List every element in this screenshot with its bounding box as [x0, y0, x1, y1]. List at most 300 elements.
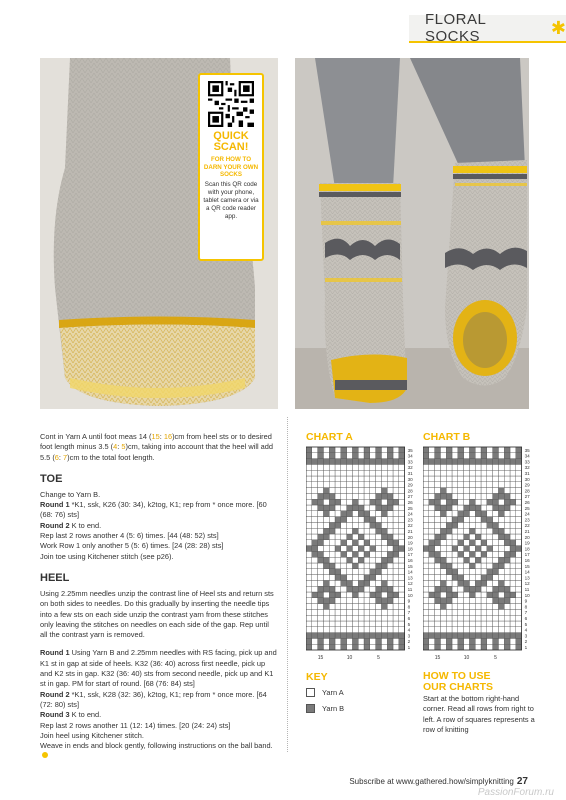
key-title: KEY: [306, 671, 328, 683]
chart-cell: [329, 540, 335, 546]
column-number-label: 10: [346, 655, 353, 661]
chart-cell: [487, 615, 493, 621]
chart-cell: [469, 586, 475, 592]
chart-cell: [481, 505, 487, 511]
chart-cell: [510, 447, 516, 453]
chart-cell: [464, 546, 470, 552]
row-number-label: 31: [407, 471, 413, 476]
chart-cell: [323, 482, 329, 488]
chart-cell: [498, 528, 504, 534]
chart-cell: [504, 569, 510, 575]
chart-cell: [381, 517, 387, 523]
chart-cell: [358, 459, 364, 465]
row-number-label: 28: [524, 488, 530, 494]
chart-cell: [306, 580, 312, 586]
chart-cell: [306, 621, 312, 627]
chart-cell: [435, 644, 441, 650]
chart-cell: [393, 511, 399, 517]
chart-cell: [341, 476, 347, 482]
row-number-label: 13: [524, 575, 530, 581]
chart-cell: [370, 621, 376, 627]
chart-cell: [452, 488, 458, 494]
chart-cell: [475, 482, 481, 488]
chart-cell: [364, 499, 370, 505]
chart-cell: [510, 644, 516, 650]
chart-cell: [381, 493, 387, 499]
row-number-label: 14: [407, 569, 413, 575]
chart-cell: [387, 615, 393, 621]
chart-cell: [487, 621, 493, 627]
chart-cell: [358, 546, 364, 552]
chart-cell: [516, 522, 522, 528]
chart-cell: [393, 615, 399, 621]
chart-cell: [516, 517, 522, 523]
chart-cell: [370, 540, 376, 546]
chart-cell: [306, 464, 312, 470]
chart-cell: [376, 470, 382, 476]
chart-cell: [487, 534, 493, 540]
chart-cell: [312, 627, 318, 633]
chart-cell: [381, 551, 387, 557]
chart-cell: [510, 464, 516, 470]
chart-cell: [364, 592, 370, 598]
chart-cell: [464, 557, 470, 563]
chart-cell: [429, 459, 435, 465]
chart-cell: [335, 546, 341, 552]
chart-cell: [498, 592, 504, 598]
chart-cell: [352, 644, 358, 650]
chart-cell: [358, 453, 364, 459]
row-number-label: 22: [524, 523, 530, 529]
chart-cell: [469, 493, 475, 499]
chart-a-title: CHART A: [306, 431, 353, 443]
chart-cell: [370, 517, 376, 523]
chart-cell: [423, 569, 429, 575]
chart-cell: [393, 604, 399, 610]
chart-cell: [435, 592, 441, 598]
chart-cell: [440, 586, 446, 592]
chart-cell: [464, 522, 470, 528]
row-number-label: 3: [407, 633, 411, 639]
chart-cell: [493, 517, 499, 523]
chart-cell: [323, 464, 329, 470]
chart-cell: [323, 627, 329, 633]
chart-cell: [423, 476, 429, 482]
chart-cell: [510, 575, 516, 581]
chart-cell: [452, 609, 458, 615]
chart-cell: [318, 470, 324, 476]
column-number-label: 5: [494, 655, 497, 661]
chart-cell: [347, 638, 353, 644]
chart-cell: [352, 488, 358, 494]
chart-cell: [469, 580, 475, 586]
chart-cell: [510, 476, 516, 482]
chart-cell: [306, 540, 312, 546]
chart-cell: [487, 459, 493, 465]
chart-cell: [440, 551, 446, 557]
qr-callout: [198, 73, 264, 261]
row-number-label: 8: [524, 604, 528, 610]
chart-cell: [364, 604, 370, 610]
chart-cell: [393, 447, 399, 453]
chart-cell: [393, 546, 399, 552]
chart-cell: [423, 557, 429, 563]
chart-cell: [335, 563, 341, 569]
chart-cell: [347, 609, 353, 615]
chart-cell: [446, 459, 452, 465]
chart-cell: [510, 493, 516, 499]
chart-cell: [364, 580, 370, 586]
chart-cell: [364, 569, 370, 575]
chart-cell: [364, 464, 370, 470]
chart-cell: [352, 604, 358, 610]
chart-cell: [364, 615, 370, 621]
chart-cell: [429, 569, 435, 575]
chart-cell: [498, 459, 504, 465]
chart-cell: [364, 621, 370, 627]
chart-cell: [469, 453, 475, 459]
chart-cell: [510, 459, 516, 465]
chart-cell: [312, 499, 318, 505]
chart-cell: [475, 499, 481, 505]
chart-cell: [423, 604, 429, 610]
how-to-title: HOW TO USE OUR CHARTS: [423, 670, 493, 693]
chart-cell: [335, 470, 341, 476]
chart-cell: [358, 482, 364, 488]
chart-cell: [387, 627, 393, 633]
chart-cell: [318, 540, 324, 546]
qr-code-icon[interactable]: [208, 81, 254, 127]
chart-cell: [458, 505, 464, 511]
chart-cell: [312, 633, 318, 639]
chart-cell: [504, 517, 510, 523]
chart-cell: [335, 557, 341, 563]
chart-cell: [498, 615, 504, 621]
chart-cell: [364, 586, 370, 592]
chart-cell: [504, 505, 510, 511]
chart-cell: [487, 453, 493, 459]
chart-cell: [481, 563, 487, 569]
section-title: FLORAL SOCKS: [425, 11, 486, 45]
chart-cell: [481, 557, 487, 563]
chart-cell: [306, 569, 312, 575]
chart-cell: [376, 586, 382, 592]
chart-cell: [341, 598, 347, 604]
chart-cell: [504, 511, 510, 517]
chart-cell: [429, 563, 435, 569]
chart-cell: [446, 563, 452, 569]
chart-cell: [475, 563, 481, 569]
chart-cell: [504, 592, 510, 598]
chart-cell: [458, 638, 464, 644]
chart-cell: [376, 633, 382, 639]
chart-cell: [341, 482, 347, 488]
chart-cell: [498, 551, 504, 557]
chart-cell: [516, 563, 522, 569]
chart-cell: [387, 493, 393, 499]
chart-cell: [446, 575, 452, 581]
chart-cell: [446, 569, 452, 575]
chart-cell: [458, 464, 464, 470]
chart-cell: [475, 447, 481, 453]
chart-cell: [429, 627, 435, 633]
chart-cell: [435, 482, 441, 488]
chart-cell: [312, 534, 318, 540]
chart-cell: [376, 604, 382, 610]
chart-cell: [423, 464, 429, 470]
chart-cell: [323, 517, 329, 523]
chart-cell: [435, 551, 441, 557]
chart-cell: [504, 557, 510, 563]
chart-cell: [399, 638, 405, 644]
chart-cell: [498, 470, 504, 476]
chart-cell: [435, 453, 441, 459]
chart-cell: [352, 464, 358, 470]
chart-cell: [475, 505, 481, 511]
chart-cell: [318, 493, 324, 499]
chart-cell: [323, 459, 329, 465]
chart-cell: [458, 470, 464, 476]
chart-cell: [329, 598, 335, 604]
chart-cell: [493, 534, 499, 540]
chart-cell: [312, 580, 318, 586]
chart-cell: [493, 453, 499, 459]
chart-cell: [387, 586, 393, 592]
chart-cell: [498, 557, 504, 563]
chart-cell: [423, 499, 429, 505]
chart-cell: [318, 580, 324, 586]
chart-cell: [393, 575, 399, 581]
chart-cell: [347, 447, 353, 453]
chart-cell: [452, 505, 458, 511]
chart-cell: [364, 575, 370, 581]
chart-cell: [335, 482, 341, 488]
chart-cell: [376, 447, 382, 453]
subscribe-link[interactable]: Subscribe at www.gathered.how/simplyknitting: [349, 777, 514, 786]
chart-cell: [452, 511, 458, 517]
toe-round-2: Round 2 K to end.: [40, 520, 102, 530]
chart-cell: [312, 592, 318, 598]
chart-cell: [452, 615, 458, 621]
chart-cell: [347, 499, 353, 505]
chart-cell: [429, 470, 435, 476]
chart-cell: [370, 633, 376, 639]
chart-cell: [435, 464, 441, 470]
chart-cell: [516, 546, 522, 552]
chart-cell: [323, 609, 329, 615]
chart-cell: [393, 476, 399, 482]
chart-cell: [352, 592, 358, 598]
chart-cell: [399, 551, 405, 557]
chart-cell: [393, 557, 399, 563]
chart-cell: [306, 522, 312, 528]
chart-cell: [487, 569, 493, 575]
chart-cell: [498, 499, 504, 505]
chart-cell: [387, 499, 393, 505]
chart-cell: [475, 522, 481, 528]
chart-cell: [446, 604, 452, 610]
chart-cell: [318, 517, 324, 523]
chart-cell: [358, 499, 364, 505]
chart-cell: [504, 586, 510, 592]
row-number-label: 31: [524, 471, 530, 476]
chart-cell: [435, 488, 441, 494]
chart-cell: [393, 580, 399, 586]
row-number-label: 7: [524, 610, 528, 616]
chart-cell: [312, 459, 318, 465]
chart-cell: [423, 615, 429, 621]
row-number-label: 16: [524, 558, 530, 563]
chart-cell: [435, 615, 441, 621]
chart-cell: [446, 447, 452, 453]
chart-cell: [516, 499, 522, 505]
chart-cell: [458, 621, 464, 627]
chart-cell: [475, 638, 481, 644]
chart-cell: [335, 586, 341, 592]
chart-cell: [352, 459, 358, 465]
chart-cell: [458, 534, 464, 540]
chart-cell: [475, 609, 481, 615]
chart-cell: [387, 528, 393, 534]
chart-cell: [323, 470, 329, 476]
chart-cell: [352, 569, 358, 575]
chart-cell: [429, 586, 435, 592]
chart-cell: [440, 528, 446, 534]
flower-icon: ✱: [550, 18, 566, 38]
chart-cell: [423, 540, 429, 546]
chart-cell: [446, 609, 452, 615]
chart-cell: [381, 528, 387, 534]
chart-cell: [446, 499, 452, 505]
chart-cell: [341, 470, 347, 476]
column-number-label: 5: [377, 655, 380, 661]
chart-cell: [452, 592, 458, 598]
chart-cell: [329, 493, 335, 499]
chart-cell: [347, 470, 353, 476]
chart-cell: [376, 563, 382, 569]
chart-cell: [306, 598, 312, 604]
chart-cell: [376, 546, 382, 552]
chart-cell: [493, 621, 499, 627]
chart-cell: [329, 470, 335, 476]
chart-cell: [341, 586, 347, 592]
chart-cell: [329, 563, 335, 569]
chart-cell: [347, 517, 353, 523]
chart-cell: [516, 586, 522, 592]
chart-cell: [469, 644, 475, 650]
chart-cell: [399, 598, 405, 604]
chart-cell: [487, 598, 493, 604]
chart-cell: [318, 604, 324, 610]
chart-cell: [387, 447, 393, 453]
chart-cell: [440, 627, 446, 633]
chart-cell: [318, 511, 324, 517]
chart-cell: [464, 580, 470, 586]
chart-cell: [347, 522, 353, 528]
chart-cell: [429, 488, 435, 494]
chart-cell: [364, 534, 370, 540]
chart-cell: [469, 517, 475, 523]
chart-cell: [510, 592, 516, 598]
chart-cell: [469, 627, 475, 633]
chart-cell: [329, 592, 335, 598]
chart-cell: [393, 592, 399, 598]
chart-cell: [481, 586, 487, 592]
chart-cell: [429, 592, 435, 598]
chart-cell: [376, 493, 382, 499]
chart-cell: [399, 563, 405, 569]
chart-cell: [306, 476, 312, 482]
chart-cell: [306, 546, 312, 552]
chart-cell: [393, 586, 399, 592]
chart-cell: [464, 453, 470, 459]
chart-cell: [376, 621, 382, 627]
chart-cell: [318, 499, 324, 505]
chart-cell: [341, 557, 347, 563]
chart-cell: [352, 499, 358, 505]
chart-cell: [423, 511, 429, 517]
chart-cell: [504, 633, 510, 639]
chart-cell: [323, 644, 329, 650]
chart-cell: [387, 482, 393, 488]
chart-cell: [335, 621, 341, 627]
chart-cell: [312, 638, 318, 644]
chart-cell: [516, 459, 522, 465]
chart-cell: [510, 540, 516, 546]
chart-cell: [399, 511, 405, 517]
chart-cell: [318, 575, 324, 581]
chart-cell: [370, 488, 376, 494]
chart-cell: [347, 464, 353, 470]
chart-cell: [387, 563, 393, 569]
chart-cell: [347, 598, 353, 604]
chart-cell: [429, 505, 435, 511]
chart-cell: [318, 464, 324, 470]
watermark: PassionForum.ru: [477, 787, 554, 798]
chart-cell: [481, 575, 487, 581]
chart-cell: [312, 464, 318, 470]
chart-cell: [329, 464, 335, 470]
chart-cell: [312, 482, 318, 488]
chart-cell: [516, 540, 522, 546]
chart-cell: [510, 511, 516, 517]
chart-cell: [481, 476, 487, 482]
chart-cell: [498, 464, 504, 470]
chart-cell: [452, 586, 458, 592]
chart-cell: [423, 517, 429, 523]
chart-cell: [504, 482, 510, 488]
chart-cell: [475, 493, 481, 499]
chart-cell: [387, 488, 393, 494]
chart-cell: [329, 522, 335, 528]
chart-cell: [393, 534, 399, 540]
chart-cell: [487, 592, 493, 598]
chart-cell: [358, 522, 364, 528]
chart-cell: [435, 609, 441, 615]
chart-cell: [493, 470, 499, 476]
chart-cell: [440, 598, 446, 604]
chart-cell: [504, 476, 510, 482]
chart-cell: [364, 557, 370, 563]
chart-cell: [487, 505, 493, 511]
chart-cell: [516, 580, 522, 586]
chart-cell: [393, 528, 399, 534]
chart-cell: [435, 493, 441, 499]
chart-cell: [464, 476, 470, 482]
chart-cell: [312, 604, 318, 610]
toe-line: Work Row 1 only another 5 (5: 6) times. [24 (28: 28) sts]: [40, 541, 224, 551]
chart-cell: [440, 522, 446, 528]
